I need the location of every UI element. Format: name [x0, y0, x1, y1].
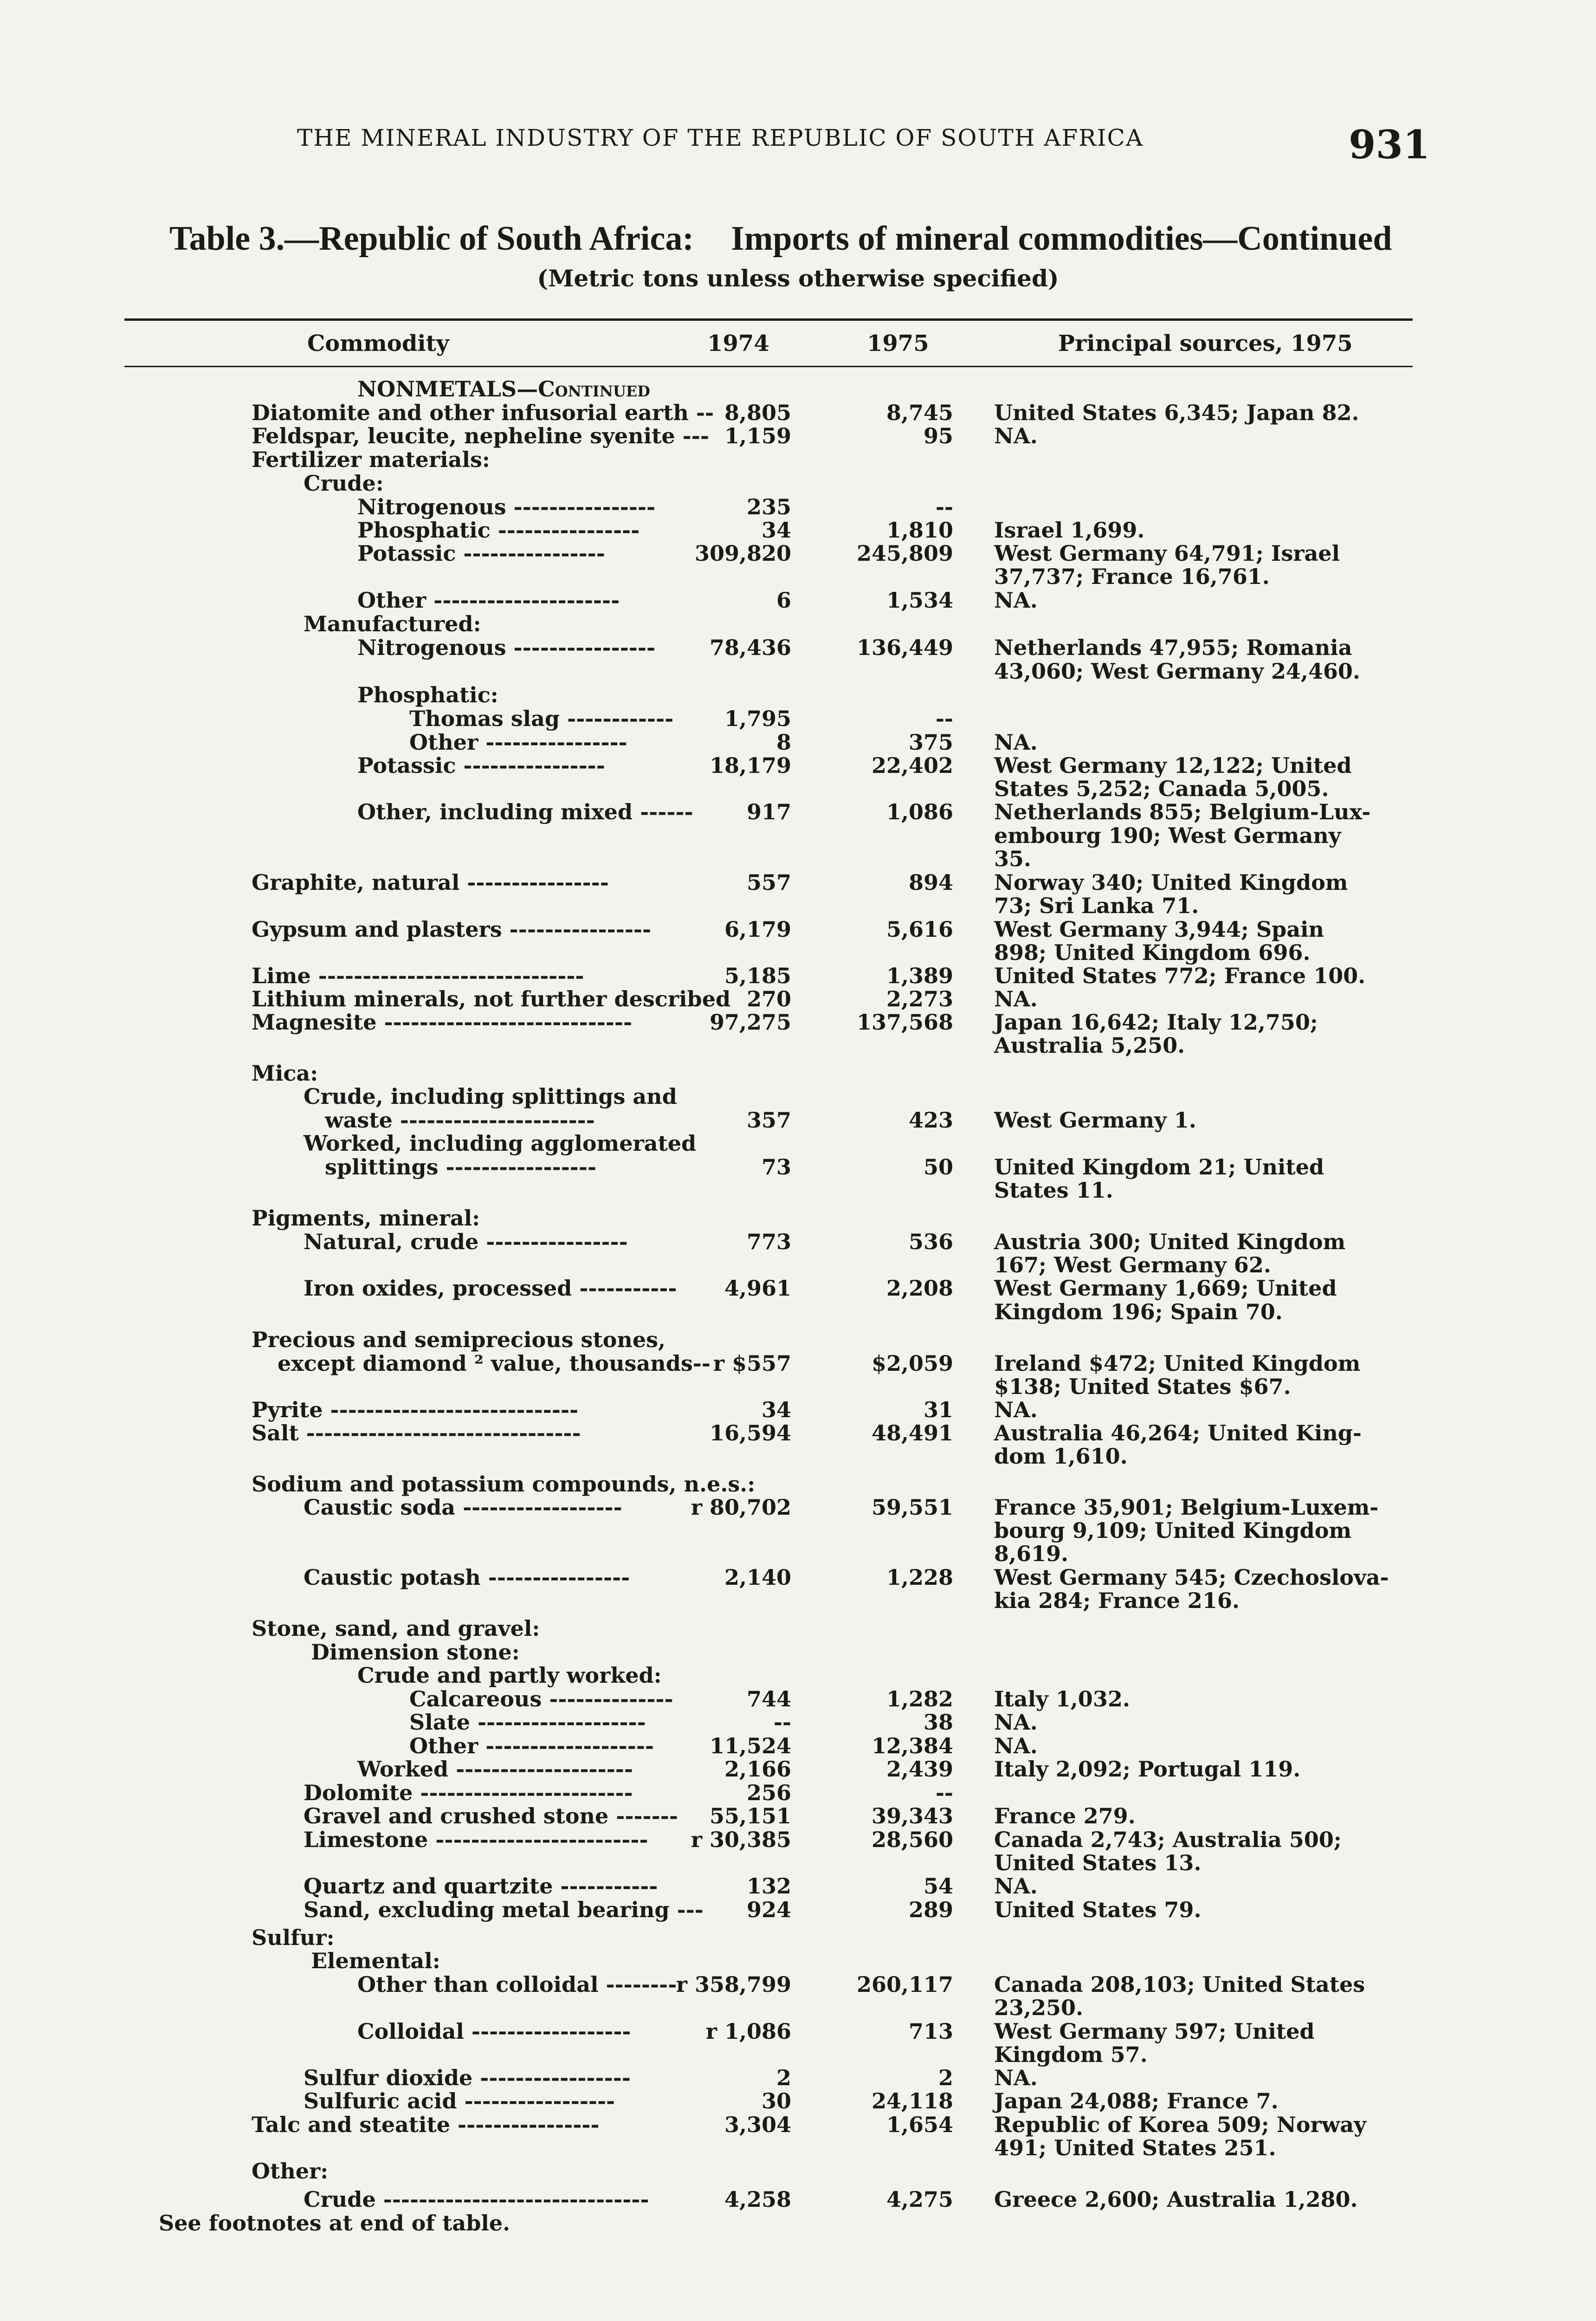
row-commodity: Potassic ---------------- — [357, 753, 605, 778]
row-sources: Israel 1,699. — [994, 518, 1145, 543]
table-row — [0, 518, 1596, 542]
table-row — [0, 940, 1596, 965]
table-row — [0, 1206, 1596, 1230]
row-sources: United Kingdom 21; United — [994, 1154, 1325, 1180]
row-commodity: Caustic soda ------------------ — [304, 1495, 622, 1520]
row-commodity: Manufactured: — [304, 611, 481, 636]
row-commodity: Sodium and potassium compounds, n.e.s.: — [252, 1472, 756, 1497]
table-row — [0, 1230, 1596, 1254]
row-value-1974: 2,166 — [724, 1757, 791, 1782]
row-sources: Netherlands 47,955; Romania — [994, 635, 1352, 660]
table-row — [0, 1276, 1596, 1300]
table-row — [0, 800, 1596, 824]
row-sources: bourg 9,109; United Kingdom — [994, 1518, 1352, 1543]
row-value-1974: 8 — [776, 730, 791, 755]
table-row — [0, 1851, 1596, 1875]
page-number: 931 — [1349, 122, 1430, 168]
row-value-1975: 48,491 — [871, 1420, 953, 1446]
row-sources: NA. — [994, 1397, 1038, 1422]
row-value-1974: 18,179 — [709, 753, 791, 778]
table-row — [0, 1640, 1596, 1664]
row-sources: 73; Sri Lanka 71. — [994, 893, 1199, 918]
table-row — [0, 635, 1596, 660]
row-commodity: Elemental: — [311, 1948, 440, 1973]
row-commodity: Fertilizer materials: — [252, 447, 490, 472]
row-commodity: Other, including mixed ------ — [357, 799, 693, 824]
row-commodity: Talc and steatite ---------------- — [252, 2112, 600, 2137]
row-value-1975: 24,118 — [871, 2088, 953, 2114]
row-value-1974: 256 — [746, 1780, 791, 1805]
row-sources: 35. — [994, 846, 1032, 871]
row-value-1975: $2,059 — [871, 1351, 953, 1376]
row-sources: Kingdom 196; Spain 70. — [994, 1299, 1283, 1324]
table-title-part1: Table 3.—Republic of South Africa: — [169, 220, 694, 258]
table-row — [0, 964, 1596, 988]
row-sources: NA. — [994, 1733, 1038, 1758]
row-sources: United States 79. — [994, 1897, 1202, 1922]
table-row — [0, 2187, 1596, 2211]
row-value-1975: 39,343 — [871, 1803, 953, 1828]
row-commodity: waste ---------------------- — [325, 1108, 595, 1133]
row-commodity: Thomas slag ------------ — [409, 706, 674, 731]
table-row — [0, 1351, 1596, 1375]
row-value-1975: 95 — [923, 423, 953, 448]
table-row — [0, 2089, 1596, 2113]
row-commodity: Salt ------------------------------- — [252, 1420, 581, 1446]
table-row — [0, 2066, 1596, 2090]
row-sources: United States 6,345; Japan 82. — [994, 400, 1359, 425]
row-commodity: Pyrite ---------------------------- — [252, 1397, 579, 1422]
row-sources: NA. — [994, 730, 1038, 755]
row-value-1975: 423 — [908, 1108, 953, 1133]
row-sources: dom 1,610. — [994, 1444, 1128, 1469]
table-row — [0, 1033, 1596, 1057]
row-value-1974: 270 — [746, 986, 791, 1011]
row-sources: France 279. — [994, 1803, 1136, 1828]
row-commodity: Natural, crude ---------------- — [304, 1229, 628, 1254]
table-row — [0, 1472, 1596, 1496]
row-sources: West Germany 12,122; United — [994, 753, 1352, 778]
row-value-1975: 38 — [923, 1710, 953, 1735]
row-commodity: NONMETALS—Continued — [357, 376, 650, 402]
row-value-1974: 55,151 — [709, 1803, 791, 1828]
table-row — [0, 847, 1596, 871]
row-sources: West Germany 597; United — [994, 2019, 1315, 2044]
row-value-1974: 1,795 — [724, 706, 791, 731]
row-commodity: Calcareous -------------- — [409, 1686, 673, 1712]
row-value-1974: 2,140 — [724, 1565, 791, 1590]
row-value-1974: 1,159 — [724, 423, 791, 448]
table-row — [0, 1996, 1596, 2020]
row-value-1975: 2,208 — [886, 1276, 953, 1301]
row-value-1975: 894 — [908, 870, 953, 895]
table-row — [0, 1757, 1596, 1781]
row-commodity: Potassic ---------------- — [357, 541, 605, 566]
table-row — [0, 495, 1596, 519]
row-value-1975: 1,228 — [886, 1565, 953, 1590]
row-commodity: Dimension stone: — [311, 1640, 520, 1665]
row-value-1975: 245,809 — [856, 541, 953, 566]
table-row — [0, 753, 1596, 778]
row-value-1974: r 1,086 — [705, 2019, 791, 2044]
row-sources: Japan 24,088; France 7. — [994, 2088, 1279, 2114]
row-value-1975: 1,282 — [886, 1686, 953, 1712]
row-value-1974: 357 — [746, 1108, 791, 1133]
row-value-1974: 744 — [746, 1686, 791, 1712]
row-value-1975: 8,745 — [886, 400, 953, 425]
row-value-1975: 1,810 — [886, 518, 953, 543]
row-commodity: Nitrogenous ---------------- — [357, 635, 656, 660]
row-value-1974: 773 — [746, 1229, 791, 1254]
table-row — [0, 1710, 1596, 1734]
row-commodity: Crude and partly worked: — [357, 1663, 662, 1688]
row-value-1975: 1,389 — [886, 963, 953, 988]
column-header-commodity: Commodity — [307, 331, 449, 357]
table-title-part2: Imports of mineral commodities—Continued — [730, 220, 1392, 258]
row-value-1975: 50 — [923, 1154, 953, 1180]
row-commodity: Lithium minerals, not further described — [252, 986, 731, 1011]
row-commodity: Gypsum and plasters ---------------- — [252, 917, 652, 942]
row-value-1975: 28,560 — [871, 1827, 953, 1852]
table-header-rule — [124, 366, 1413, 367]
row-value-1975: 54 — [923, 1874, 953, 1899]
table-row — [0, 1300, 1596, 1324]
row-sources: Japan 16,642; Italy 12,750; — [994, 1010, 1318, 1035]
row-commodity: Sand, excluding metal bearing --- — [304, 1897, 704, 1922]
row-value-1975: 289 — [908, 1897, 953, 1922]
table-row — [0, 777, 1596, 801]
row-commodity: Other ---------------- — [409, 730, 627, 755]
table-row — [0, 683, 1596, 707]
row-value-1974: 78,436 — [709, 635, 791, 660]
row-sources: $138; United States $67. — [994, 1374, 1291, 1399]
row-commodity: Sulfuric acid ----------------- — [304, 2088, 615, 2114]
table-row — [0, 1542, 1596, 1566]
row-value-1975: 1,086 — [886, 799, 953, 824]
table-row — [0, 1565, 1596, 1589]
row-value-1975: 2,439 — [886, 1757, 953, 1782]
row-commodity: Worked, including agglomerated — [304, 1131, 697, 1156]
table-top-rule — [124, 318, 1413, 321]
table-row — [0, 1663, 1596, 1687]
table-row — [0, 401, 1596, 425]
table-row — [0, 2042, 1596, 2067]
row-sources: NA. — [994, 588, 1038, 613]
row-value-1975: 31 — [923, 1397, 953, 1422]
row-value-1974: 6,179 — [724, 917, 791, 942]
row-commodity: Other than colloidal -------- — [357, 1972, 677, 1997]
row-sources: Australia 5,250. — [994, 1033, 1185, 1058]
row-value-1974: 4,961 — [724, 1276, 791, 1301]
row-value-1975: 2 — [938, 2065, 953, 2090]
row-value-1975: -- — [935, 1780, 953, 1805]
row-commodity: Worked -------------------- — [357, 1757, 633, 1782]
row-sources: West Germany 1. — [994, 1108, 1196, 1133]
row-value-1974: 73 — [761, 1154, 791, 1180]
table-row — [0, 1010, 1596, 1034]
row-value-1975: 1,654 — [886, 2112, 953, 2137]
table-row — [0, 377, 1596, 401]
table-row — [0, 1108, 1596, 1132]
table-row — [0, 1804, 1596, 1828]
row-sources: United States 772; France 100. — [994, 963, 1366, 988]
row-commodity: Crude ------------------------------ — [304, 2187, 649, 2212]
row-value-1975: 136,449 — [856, 635, 953, 660]
row-value-1975: 137,568 — [856, 1010, 953, 1035]
row-value-1974: 309,820 — [694, 541, 791, 566]
row-commodity: Gravel and crushed stone ------- — [304, 1803, 678, 1828]
table-row — [0, 1616, 1596, 1640]
table-row — [0, 1781, 1596, 1805]
table-row — [0, 1061, 1596, 1085]
row-value-1975: 260,117 — [856, 1972, 953, 1997]
row-sources: 8,619. — [994, 1541, 1069, 1566]
table-row — [0, 894, 1596, 918]
table-row — [0, 823, 1596, 848]
row-value-1974: 34 — [761, 518, 791, 543]
row-commodity: Pigments, mineral: — [252, 1206, 480, 1231]
row-commodity: Other ------------------- — [409, 1733, 654, 1758]
table-row — [0, 1687, 1596, 1711]
table-row — [0, 1949, 1596, 1973]
row-commodity: Other: — [252, 2159, 329, 2184]
table-row — [0, 1874, 1596, 1898]
row-value-1974: 3,304 — [724, 2112, 791, 2137]
row-value-1974: 5,185 — [724, 963, 791, 988]
row-commodity: Stone, sand, and gravel: — [252, 1616, 540, 1641]
row-commodity: Quartz and quartzite ----------- — [304, 1874, 658, 1899]
row-value-1974: 924 — [746, 1897, 791, 1922]
row-commodity: Mica: — [252, 1061, 318, 1086]
row-value-1975: 4,275 — [886, 2187, 953, 2212]
row-sources: West Germany 64,791; Israel — [994, 541, 1340, 566]
row-value-1974: 557 — [746, 870, 791, 895]
table-row — [0, 2136, 1596, 2160]
row-sources: States 5,252; Canada 5,005. — [994, 776, 1329, 801]
row-sources: 898; United Kingdom 696. — [994, 940, 1311, 965]
row-commodity: Iron oxides, processed ----------- — [304, 1276, 677, 1301]
row-sources: Italy 2,092; Portugal 119. — [994, 1757, 1301, 1782]
table-row — [0, 1518, 1596, 1543]
row-sources: NA. — [994, 423, 1038, 448]
row-commodity: Phosphatic ---------------- — [357, 518, 640, 543]
row-value-1975: 59,551 — [871, 1495, 953, 1520]
row-value-1974: r $557 — [713, 1351, 791, 1376]
row-value-1975: 12,384 — [871, 1733, 953, 1758]
row-value-1974: 16,594 — [709, 1420, 791, 1446]
table-row — [0, 564, 1596, 589]
row-commodity: Precious and semiprecious stones, — [252, 1327, 666, 1352]
table-row — [0, 1131, 1596, 1155]
row-sources: NA. — [994, 986, 1038, 1011]
row-sources: Republic of Korea 509; Norway — [994, 2112, 1366, 2137]
row-commodity: Colloidal ------------------ — [357, 2019, 631, 2044]
table-row — [0, 1421, 1596, 1445]
row-value-1975: 22,402 — [871, 753, 953, 778]
table-row — [0, 588, 1596, 612]
row-sources: 491; United States 251. — [994, 2135, 1276, 2160]
table-row — [0, 1328, 1596, 1352]
row-value-1974: r 358,799 — [676, 1972, 791, 1997]
row-sources: Netherlands 855; Belgium-Lux- — [994, 799, 1371, 824]
table-row — [0, 730, 1596, 754]
table-row — [0, 541, 1596, 565]
row-value-1974: 917 — [746, 799, 791, 824]
row-value-1974: r 80,702 — [691, 1495, 791, 1520]
row-commodity: Sulfur: — [252, 1925, 335, 1950]
row-commodity: Slate ------------------- — [409, 1710, 646, 1735]
row-commodity: Graphite, natural ---------------- — [252, 870, 609, 895]
row-commodity: Feldspar, leucite, nepheline syenite --- — [252, 423, 709, 448]
running-title: THE MINERAL INDUSTRY OF THE REPUBLIC OF SOUTH AFRICA — [297, 124, 1144, 151]
row-value-1974: 132 — [746, 1874, 791, 1899]
table-row — [0, 1084, 1596, 1109]
row-value-1974: 97,275 — [709, 1010, 791, 1035]
column-header-sources: Principal sources, 1975 — [1058, 331, 1353, 357]
column-header-1974: 1974 — [707, 331, 769, 357]
table-row — [0, 2113, 1596, 2137]
row-value-1974: 2 — [776, 2065, 791, 2090]
row-commodity: Magnesite ---------------------------- — [252, 1010, 633, 1035]
table-row — [0, 1828, 1596, 1852]
row-value-1975: 2,273 — [886, 986, 953, 1011]
row-commodity: Caustic potash ---------------- — [304, 1565, 630, 1590]
row-sources: NA. — [994, 1710, 1038, 1735]
row-sources: Ireland $472; United Kingdom — [994, 1351, 1361, 1376]
row-sources: West Germany 3,944; Spain — [994, 917, 1324, 942]
row-value-1975: -- — [935, 494, 953, 519]
row-sources: Canada 2,743; Australia 500; — [994, 1827, 1342, 1852]
row-value-1974: 30 — [761, 2088, 791, 2114]
row-sources: kia 284; France 216. — [994, 1588, 1240, 1613]
table-row — [0, 612, 1596, 636]
row-commodity: Limestone ------------------------ — [304, 1827, 648, 1852]
row-sources: Norway 340; United Kingdom — [994, 870, 1348, 895]
row-sources: Kingdom 57. — [994, 2042, 1148, 2067]
table-row — [0, 1926, 1596, 1950]
table-row — [0, 471, 1596, 495]
row-sources: embourg 190; West Germany — [994, 823, 1341, 848]
table-row — [0, 1588, 1596, 1613]
row-value-1974: 235 — [746, 494, 791, 519]
column-header-1975: 1975 — [867, 331, 929, 357]
row-sources: 23,250. — [994, 1995, 1084, 2020]
table-row — [0, 1972, 1596, 1997]
table-row — [0, 2159, 1596, 2183]
row-commodity: Diatomite and other infusorial earth -- — [252, 400, 714, 425]
table-row — [0, 1374, 1596, 1399]
row-value-1974: 11,524 — [709, 1733, 791, 1758]
row-value-1975: 713 — [908, 2019, 953, 2044]
row-sources: United States 13. — [994, 1850, 1202, 1875]
row-value-1974: 34 — [761, 1397, 791, 1422]
table-row — [0, 1495, 1596, 1519]
row-sources: States 11. — [994, 1178, 1113, 1203]
row-sources: Italy 1,032. — [994, 1686, 1130, 1712]
row-commodity: Other --------------------- — [357, 588, 620, 613]
footnote: See footnotes at end of table. — [159, 2211, 510, 2236]
row-commodity: Lime ------------------------------ — [252, 963, 584, 988]
row-value-1975: -- — [935, 706, 953, 731]
table-row — [0, 2019, 1596, 2043]
row-value-1975: 536 — [908, 1229, 953, 1254]
row-commodity: Sulfur dioxide ----------------- — [304, 2065, 631, 2090]
row-sources: Greece 2,600; Australia 1,280. — [994, 2187, 1358, 2212]
table-row — [0, 447, 1596, 472]
row-sources: NA. — [994, 2065, 1038, 2090]
table-row — [0, 1398, 1596, 1422]
table-row — [0, 1155, 1596, 1179]
table-row — [0, 917, 1596, 941]
row-sources: Canada 208,103; United States — [994, 1972, 1365, 1997]
table-row — [0, 1898, 1596, 1922]
table-row — [0, 659, 1596, 683]
row-commodity: Phosphatic: — [357, 682, 498, 707]
row-commodity: splittings ----------------- — [325, 1154, 597, 1180]
row-sources: Austria 300; United Kingdom — [994, 1229, 1346, 1254]
table-subtitle: (Metric tons unless otherwise specified) — [537, 265, 1059, 292]
table-row — [0, 1178, 1596, 1202]
row-sources: 167; West Germany 62. — [994, 1252, 1271, 1277]
table-row — [0, 707, 1596, 731]
row-value-1974: 6 — [776, 588, 791, 613]
table-row — [0, 424, 1596, 448]
row-value-1974: r 30,385 — [691, 1827, 791, 1852]
row-sources: Australia 46,264; United King- — [994, 1420, 1362, 1446]
row-value-1975: 1,534 — [886, 588, 953, 613]
row-commodity: except diamond ² value, thousands-- — [278, 1351, 711, 1376]
row-sources: 37,737; France 16,761. — [994, 564, 1270, 589]
row-commodity: Crude, including splittings and — [304, 1084, 677, 1109]
row-value-1974: 4,258 — [724, 2187, 791, 2212]
row-sources: West Germany 545; Czechoslova- — [994, 1565, 1389, 1590]
table-row — [0, 870, 1596, 895]
row-value-1974: 8,805 — [724, 400, 791, 425]
row-value-1974: -- — [773, 1710, 791, 1735]
table-row — [0, 1734, 1596, 1758]
table-row — [0, 987, 1596, 1011]
row-sources: 43,060; West Germany 24,460. — [994, 659, 1360, 684]
table-title — [169, 219, 1392, 259]
row-commodity: Crude: — [304, 471, 384, 496]
table-row — [0, 1444, 1596, 1468]
row-sources: France 35,901; Belgium-Luxem- — [994, 1495, 1379, 1520]
row-sources: West Germany 1,669; United — [994, 1276, 1337, 1301]
row-commodity: Dolomite ------------------------ — [304, 1780, 633, 1805]
row-value-1975: 375 — [908, 730, 953, 755]
table-row — [0, 1253, 1596, 1277]
row-commodity: Nitrogenous ---------------- — [357, 494, 656, 519]
row-sources: NA. — [994, 1874, 1038, 1899]
row-value-1975: 5,616 — [886, 917, 953, 942]
